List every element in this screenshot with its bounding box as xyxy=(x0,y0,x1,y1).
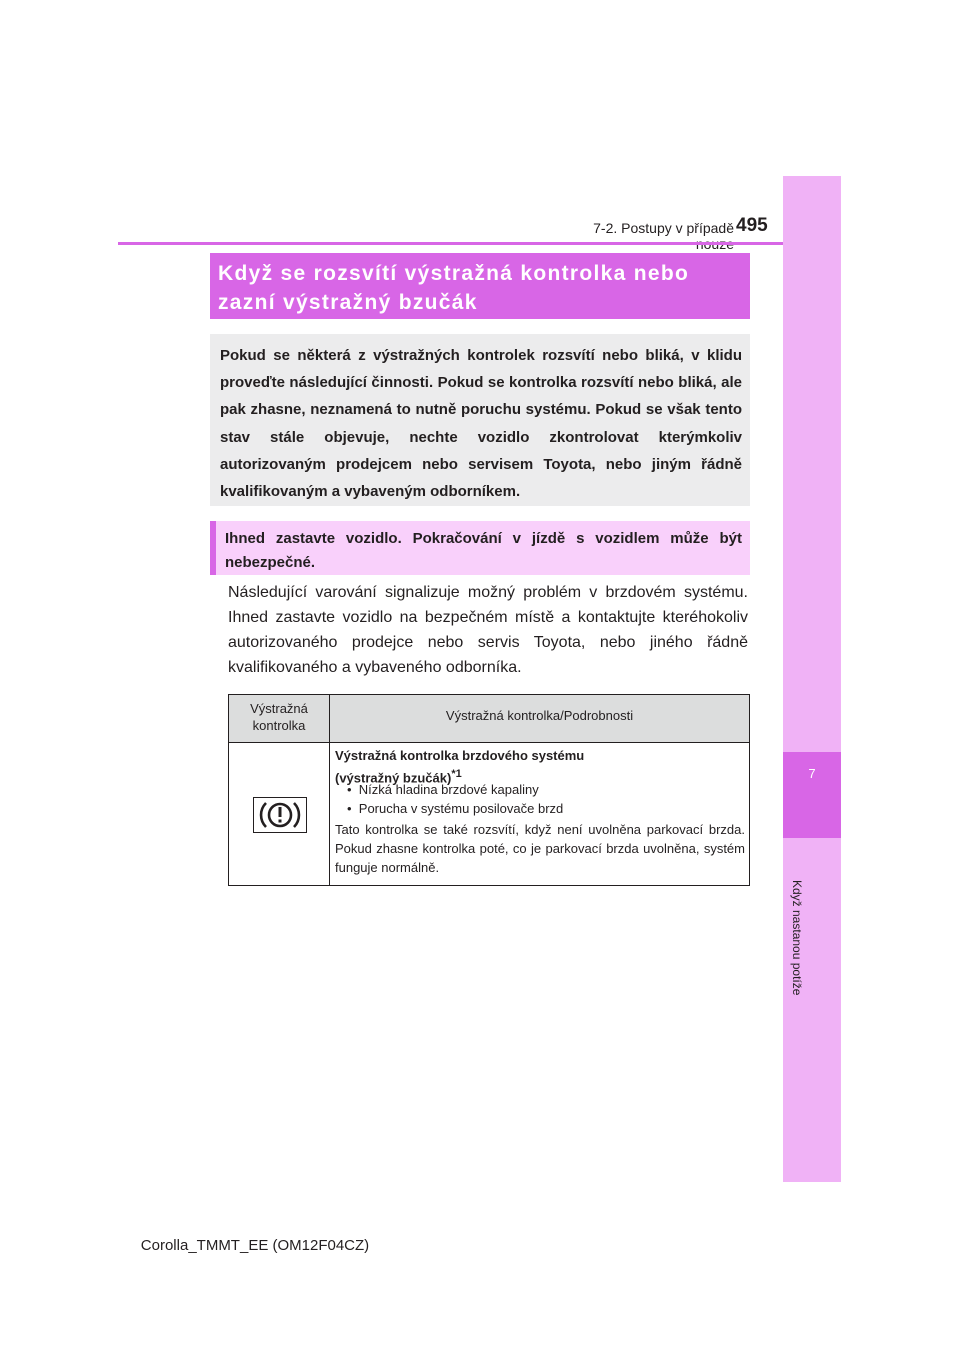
chapter-number: 7 xyxy=(808,766,816,781)
chapter-side-tab xyxy=(783,176,841,1182)
body-paragraph: Následující varování signalizuje možný problém v brzdovém systému. Ihned zastavte vozidlo na bezpečném místě a kontaktujte kteréhokoliv autorizovaného prodejce nebo servis Toyota, nebo jiného řádně kvalifikovaného a vybaveného odborníka. xyxy=(228,584,748,676)
table-header-col1-line1: Výstražná xyxy=(250,701,308,716)
table-column-divider xyxy=(329,695,330,885)
table-header-col2: Výstražná kontrolka/Podrobnosti xyxy=(445,708,634,723)
page-number: 495 xyxy=(736,215,768,236)
list-item: • Porucha v systému posilovače brzd xyxy=(347,801,564,816)
page-title xyxy=(210,253,750,319)
brake-warning-icon xyxy=(253,797,307,833)
warning-box: Ihned zastavte vozidlo. Pokračování v jízdě s vozidlem může být nebezpečné. xyxy=(210,521,750,575)
section-title: 7-2. Postupy v případě xyxy=(593,220,734,236)
footer-document-id: Corolla_TMMT_EE (OM12F04CZ) xyxy=(140,1237,370,1254)
warning-bar xyxy=(210,521,216,575)
intro-box: Pokud se některá z výstražných kontrolek rozsvítí nebo bliká, v klidu proveďte následující činnosti. Pokud se kontrolka rozsvítí nebo bliká, ale pak zhasne, neznamená to nutně poruchu systému. Pokud se však tento stav stále objevuje, nechte vozidlo zkontrolovat kterýmkoliv autorizovaným prodejcem nebo servisem Toyota, nebo jiným řádně kvalifikovaným a vybaveným odborníkem. xyxy=(210,334,750,506)
table-header-col1-line2: kontrolka xyxy=(252,718,306,733)
header-rule xyxy=(118,242,783,245)
page-title-line-1: Když se rozsvítí výstražná kontrolka nebo xyxy=(218,262,690,285)
brake-warning-note: Tato kontrolka se také rozsvítí, když není uvolněna parkovací brzda. Pokud zhasne kontrolka poté, co je parkovací brzda uvolněna, systém funguje normálně. xyxy=(335,822,745,875)
chapter-side-tab-active xyxy=(783,752,841,838)
brake-warning-title-line1: Výstražná kontrolka brzdového systému xyxy=(335,748,585,763)
table-header-col1 xyxy=(229,700,329,734)
footnote-mark: *1 xyxy=(451,768,462,780)
list-item-text: Nízká hladina brzdové kapaliny xyxy=(358,782,539,797)
list-item-text: Porucha v systému posilovače brzd xyxy=(358,801,564,816)
chapter-label: Když nastanou potíže xyxy=(790,880,804,996)
list-item: • Nízká hladina brzdové kapaliny xyxy=(347,782,539,797)
table-header-row xyxy=(229,695,749,743)
warning-light-table xyxy=(228,694,750,886)
page-title-line-2: zazní výstražný bzučák xyxy=(218,291,478,314)
brake-warning-title-line2-text: (výstražný bzučák) xyxy=(335,770,452,786)
